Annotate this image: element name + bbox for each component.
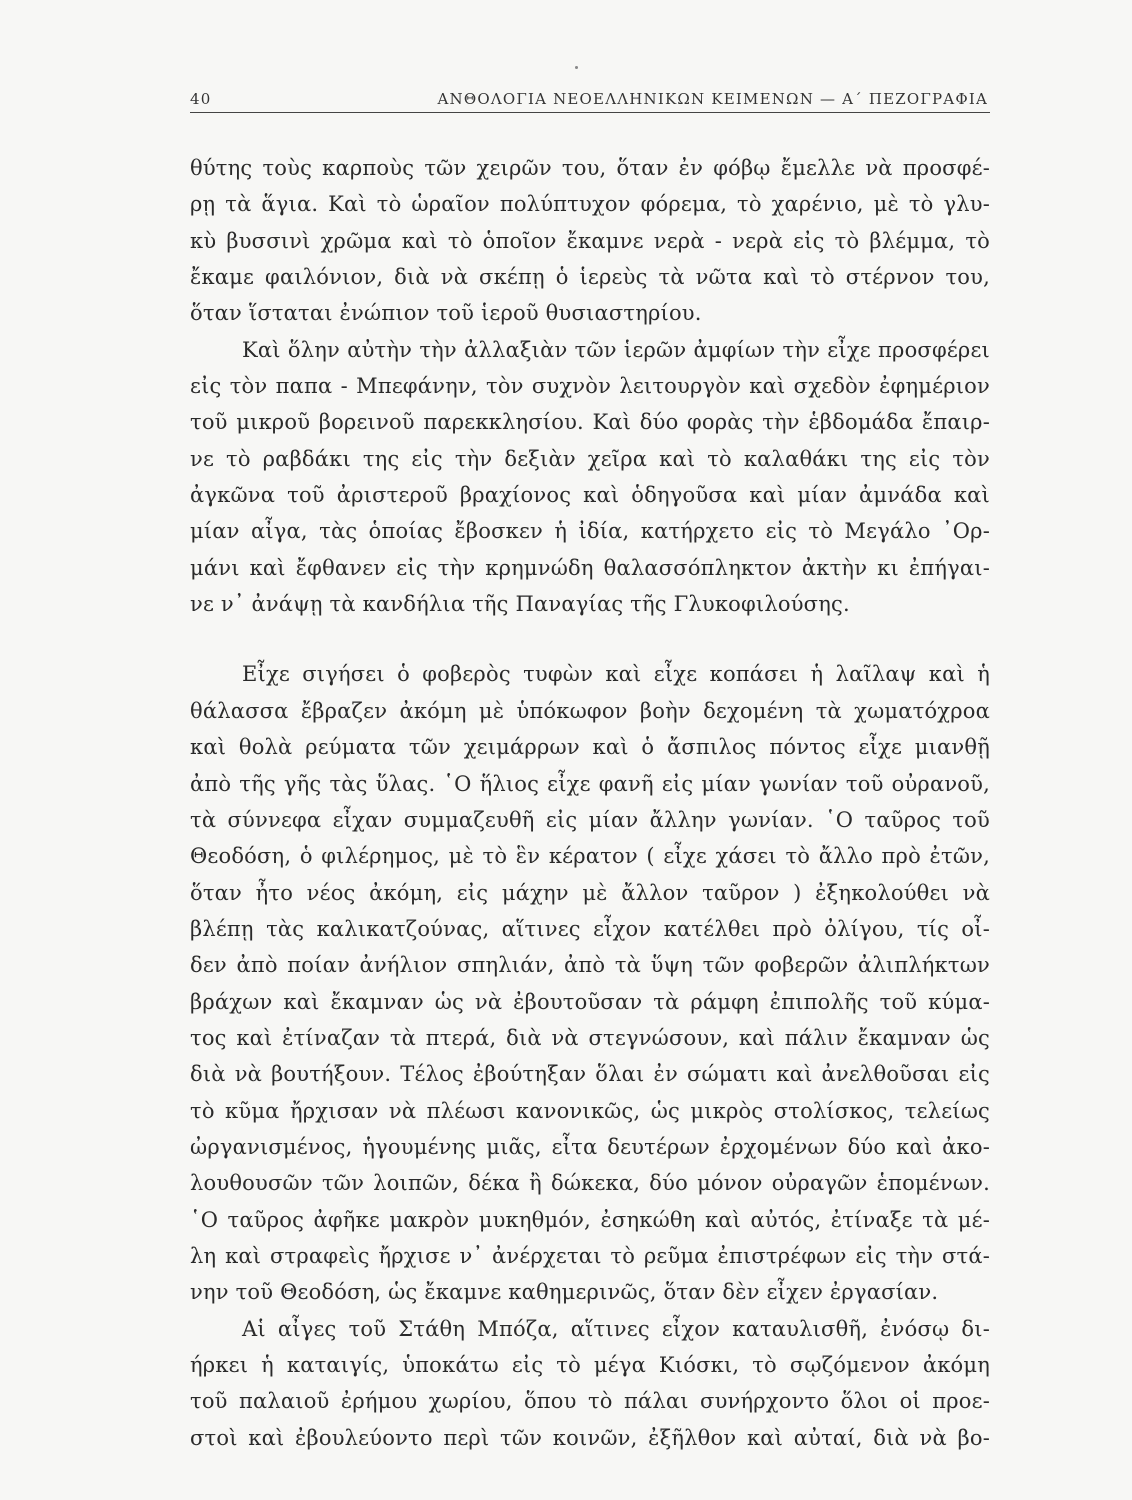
text-line: νε τὸ ραβδάκι της εἰς τὴν δεξιὰν χεῖρα καὶ τὸ καλαθάκι της εἰς τὸν [190,446,990,471]
text-line: βλέπῃ τὰς καλικατζούνας, αἵτινες εἶχον κατέλθει πρὸ ὀλίγου, τίς οἶ- [190,916,990,941]
text-line: μάνι καὶ ἔφθανεν εἰς τὴν κρημνώδη θαλασσόπληκτον ἀκτὴν κι ἐπήγαι- [190,555,990,580]
running-header [190,86,990,113]
text-line: Εἶχε σιγήσει ὁ φοβερὸς τυφὼν καὶ εἶχε κοπάσει ἡ λαῖλαψ καὶ ἡ [242,662,990,687]
text-line: θάλασσα ἔβραζεν ἀκόμη μὲ ὑπόκωφον βοὴν δεχομένη τὰ χωματόχροα [190,698,990,723]
text-line: διὰ νὰ βουτήξουν. Τέλος ἐβούτηξαν ὅλαι ἐν σώματι καὶ ἀνελθοῦσαι εἰς [190,1062,990,1087]
text-line: ὅταν ἵσταται ἐνώπιον τοῦ ἱεροῦ θυσιαστηρίου. [190,301,702,326]
text-line: νε ν᾿ ἀνάψῃ τὰ κανδήλια τῆς Παναγίας τῆς Γλυκοφιλούσης. [190,592,850,617]
text-line: ἀπὸ τῆς γῆς τὰς ὕλας. ῾Ο ἥλιος εἶχε φανῆ εἰς μίαν γωνίαν τοῦ οὐρανοῦ, [190,771,990,796]
text-line: ήρκει ἡ καταιγίς, ὑποκάτω εἰς τὸ μέγα Κιόσκι, τὸ σῳζόμενον ἀκόμη [190,1353,990,1377]
text-line: ῾Ο ταῦρος ἀφῆκε μακρὸν μυκηθμόν, ἐσηκώθη καὶ αὐτός, ἐτίναξε τὰ μέ- [190,1207,990,1232]
text-line: στοὶ καὶ ἐβουλεύοντο περὶ τῶν κοινῶν, ἐξῆλθον καὶ αὐταί, διὰ νὰ βο- [190,1425,990,1450]
text-line: τοῦ παλαιοῦ ἐρήμου χωρίου, ὅπου τὸ πάλαι συνήρχοντο ὅλοι οἱ προε- [190,1389,990,1414]
paragraph [190,1311,990,1456]
text-line: Καὶ ὅλην αὐτὴν τὴν ἀλλαξιὰν τῶν ἱερῶν ἀμφίων τὴν εἶχε προσφέρει [242,337,990,362]
text-line: εἰς τὸν παπα - Μπεφάνην, τὸν συχνὸν λειτουργὸν καὶ σχεδὸν ἐφημέριον [190,374,990,399]
text-line: ἀγκῶνα τοῦ ἀριστεροῦ βραχίονος καὶ ὁδηγοῦσα καὶ μίαν ἀμνάδα καὶ [190,483,990,508]
text-line: Θεοδόση, ὁ φιλέρημος, μὲ τὸ ἓν κέρατον ( εἶχε χάσει τὸ ἄλλο πρὸ ἐτῶν, [190,844,990,869]
text-line: τοῦ μικροῦ βορεινοῦ παρεκκλησίου. Καὶ δύο φορὰς τὴν ἑβδομάδα ἔπαιρ- [190,410,990,435]
paragraph [190,332,990,623]
text-line: Αἱ αἶγες τοῦ Στάθη Μπόζα, αἵτινες εἶχον καταυλισθῆ, ἐνόσῳ δι- [242,1316,990,1341]
text-line: βράχων καὶ ἔκαμναν ὡς νὰ ἐβουτοῦσαν τὰ ράμφη ἐπιπολῆς τοῦ κύμα- [190,989,990,1014]
text-line: λουθουσῶν τῶν λοιπῶν, δέκα ἢ δώκεκα, δύο μόνον οὐραγῶν ἑπομένων. [190,1171,990,1196]
body-text [190,150,990,1456]
text-line: ρῃ τὰ ἅγια. Καὶ τὸ ὡραῖον πολύπτυχον φόρεμα, τὸ χαρένιο, μὲ τὸ γλυ- [190,192,990,217]
paragraph [190,656,990,1310]
text-line: λη καὶ στραφεὶς ἤρχισε ν᾿ ἀνέρχεται τὸ ρεῦμα ἐπιστρέφων εἰς τὴν στά- [190,1243,990,1268]
running-title: ΑΝΘΟΛΟΓΙΑ ΝΕΟΕΛΛΗΝΙΚΩΝ ΚΕΙΜΕΝΩΝ — Α΄ ΠΕΖΟΓΡΑΦΙΑ [437,90,988,108]
paragraph-gap [190,622,990,656]
paragraph [190,150,990,332]
print-speck [575,66,578,69]
text-line: κὺ βυσσινὶ χρῶμα καὶ τὸ ὁποῖον ἔκαμνε νερὰ - νερὰ εἰς τὸ βλέμμα, τὸ [190,228,990,253]
text-line: τὸ κῦμα ἤρχισαν νὰ πλέωσι κανονικῶς, ὡς μικρὸς στολίσκος, τελείως [190,1098,990,1123]
text-line: ἔκαμε φαιλόνιον, διὰ νὰ σκέπῃ ὁ ἱερεὺς τὰ νῶτα καὶ τὸ στέρνον του, [190,265,990,290]
text-line: καὶ θολὰ ρεύματα τῶν χειμάρρων καὶ ὁ ἄσπιλος πόντος εἶχε μιανθῇ [190,735,990,760]
text-line: δεν ἀπὸ ποίαν ἀνήλιον σπηλιάν, ἀπὸ τὰ ὕψη τῶν φοβερῶν ἀλιπλήκτων [190,953,990,978]
text-line: θύτης τοὺς καρποὺς τῶν χειρῶν του, ὅταν ἐν φόβῳ ἔμελλε νὰ προσφέ- [190,156,990,180]
text-line: ὠργανισμένος, ἡγουμένης μιᾶς, εἶτα δευτέρων ἐρχομένων δύο καὶ ἀκο- [190,1134,990,1159]
text-line: ὅταν ἦτο νέος ἀκόμη, εἰς μάχην μὲ ἄλλον ταῦρον ) ἐξηκολούθει νὰ [190,880,990,905]
page-number: 40 [190,90,212,108]
text-line: μίαν αἶγα, τὰς ὁποίας ἔβοσκεν ἡ ἰδία, κατήρχετο εἰς τὸ Μεγάλο ᾿Ορ- [190,519,990,544]
text-line: τος καὶ ἐτίναζαν τὰ πτερά, διὰ νὰ στεγνώσουν, καὶ πάλιν ἔκαμναν ὡς [190,1025,990,1050]
text-line: νην τοῦ Θεοδόση, ὡς ἔκαμνε καθημερινῶς, ὅταν δὲν εἶχεν ἐργασίαν. [190,1280,939,1305]
text-line: τὰ σύννεφα εἶχαν συμμαζευθῆ εἰς μίαν ἄλλην γωνίαν. ῾Ο ταῦρος τοῦ [190,807,990,832]
